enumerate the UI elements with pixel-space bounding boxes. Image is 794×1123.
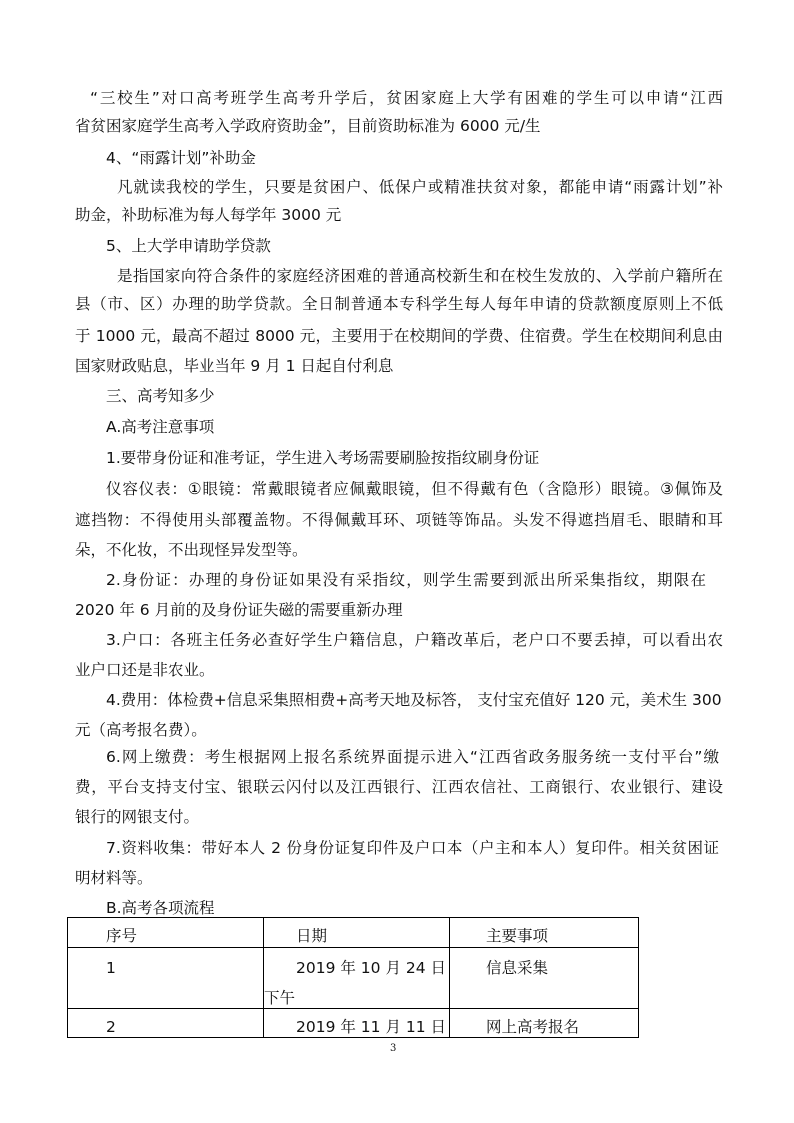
list-item: 元（高考报名费）。 [75,721,207,739]
list-item: 银行的网银支付。 [75,808,200,826]
header-no: 序号 [106,927,138,945]
paragraph-line: 国家财政贴息，毕业当年 9 月 1 日起自付利息 [75,357,394,375]
list-item: 仪容仪表：①眼镜：常戴眼镜者应佩戴眼镜，但不得戴有色（含隐形）眼镜。③佩饰及 [106,480,723,498]
list-item: 2020 年 6 月前的及身份证失磁的需要重新办理 [75,601,403,619]
paragraph-line: 助金，补助标准为每人每学年 3000 元 [75,206,342,224]
list-item: 费，平台支持支付宝、银联云闪付以及江西银行、江西农信社、工商银行、农业银行、建设 [75,778,723,796]
paragraph-line: “三校生”对口高考班学生高考升学后，贫困家庭上大学有困难的学生可以申请“江西 [90,89,723,107]
list-item: 4.费用：体检费+信息采集照相费+高考天地及标答， 支付宝充值好 120 元，美术生 300 [106,691,722,709]
table-cell [264,948,450,1009]
paragraph-line: 凡就读我校的学生，只要是贫困户、低保户或精准扶贫对象，都能申请“雨露计划”补 [117,178,723,196]
table-cell [68,1009,264,1038]
paragraph-line: 是指国家向符合条件的家庭经济困难的普通高校新生和在校生发放的、入学前户籍所在 [117,267,723,285]
list-item: 朵，不化妆，不出现怪异发型等。 [75,541,308,559]
row-item: 信息采集 [486,959,549,977]
table-row [68,1009,639,1038]
table-cell [68,948,264,1009]
table-row [68,948,639,1009]
header-date: 日期 [296,927,328,945]
row-date-suffix: 下午 [264,989,296,1007]
table-header-cell [68,918,264,948]
list-item: 遮挡物：不得使用头部覆盖物。不得佩戴耳环、项链等饰品。头发不得遮挡眉毛、眼睛和耳 [75,511,723,529]
section-subheading: B.高考各项流程 [106,899,215,917]
process-table [67,917,639,1038]
paragraph-line: 县（市、区）办理的助学贷款。全日制普通本专科学生每人每年申请的贷款额度原则上不低 [75,295,723,313]
list-item: 7.资料收集：带好本人 2 份身份证复印件及户口本（户主和本人）复印件。相关贫困证 [106,839,719,857]
page-number: 3 [390,1043,397,1054]
list-item: 明材料等。 [75,869,153,887]
list-item: 2.身份证：办理的身份证如果没有采指纹，则学生需要到派出所采集指纹，期限在 [106,571,706,589]
table-header-cell [264,918,450,948]
subheading: 4、“雨露计划”补助金 [106,149,256,167]
row-no: 1 [106,959,116,977]
section-subheading: A.高考注意事项 [106,418,215,436]
section-heading: 三、高考知多少 [106,387,215,405]
row-no: 2 [106,1018,116,1036]
header-item: 主要事项 [486,927,549,945]
list-item: 6.网上缴费：考生根据网上报名系统界面提示进入“江西省政务服务统一支付平台”缴 [106,748,719,766]
table-header-row [68,918,639,948]
paragraph-line: 省贫困家庭学生高考入学政府资助金”，目前资助标准为 6000 元/生 [75,117,541,135]
row-date: 2019 年 10 月 24 日 [296,959,447,977]
list-item: 业户口还是非农业。 [75,661,215,679]
paragraph-line: 于 1000 元，最高不超过 8000 元，主要用于在校期间的学费、住宿费。学生在校期间利息由 [75,327,723,345]
table-header-cell [450,918,639,948]
table-cell [450,1009,639,1038]
table-cell [264,1009,450,1038]
row-date: 2019 年 11 月 11 日 [296,1018,447,1036]
row-item: 网上高考报名 [486,1018,580,1036]
subheading: 5、上大学申请助学贷款 [106,237,271,255]
list-item: 1.要带身份证和准考证，学生进入考场需要刷脸按指纹刷身份证 [106,449,540,467]
table-cell [450,948,639,1009]
list-item: 3.户口：各班主任务必查好学生户籍信息，户籍改革后，老户口不要丢掉，可以看出农 [106,631,723,649]
